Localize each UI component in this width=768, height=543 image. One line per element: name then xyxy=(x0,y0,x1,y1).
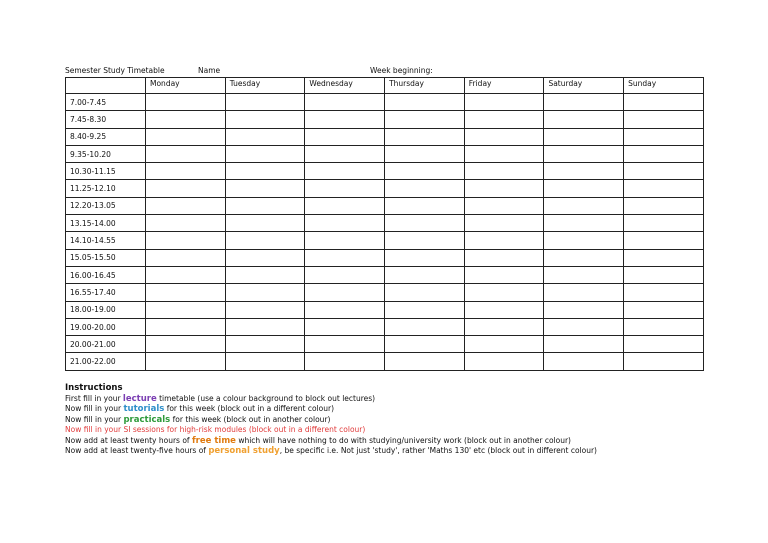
timetable-row xyxy=(66,128,704,145)
cell-thursday[interactable] xyxy=(385,145,465,162)
cell-tuesday[interactable] xyxy=(225,249,305,266)
cell-wednesday[interactable] xyxy=(305,232,385,249)
cell-friday[interactable] xyxy=(464,180,544,197)
day-header-sunday: Sunday xyxy=(624,78,704,94)
week-beginning-label: Week beginning: xyxy=(370,66,433,75)
cell-wednesday[interactable] xyxy=(305,163,385,180)
cell-tuesday[interactable] xyxy=(225,145,305,162)
cell-tuesday[interactable] xyxy=(225,111,305,128)
cell-monday[interactable] xyxy=(146,249,226,266)
cell-tuesday[interactable] xyxy=(225,128,305,145)
day-header-thursday: Thursday xyxy=(385,78,465,94)
cell-monday[interactable] xyxy=(146,197,226,214)
day-header-wednesday: Wednesday xyxy=(305,78,385,94)
cell-saturday[interactable] xyxy=(544,128,624,145)
cell-monday[interactable] xyxy=(146,284,226,301)
timetable-row xyxy=(66,145,704,162)
cell-saturday[interactable] xyxy=(544,94,624,111)
cell-wednesday[interactable] xyxy=(305,336,385,353)
time-slot-label: 9.35-10.20 xyxy=(66,145,146,162)
day-header-row xyxy=(66,78,704,94)
day-header-friday: Friday xyxy=(464,78,544,94)
time-slot-label: 15.05-15.50 xyxy=(66,249,146,266)
cell-thursday[interactable] xyxy=(385,266,465,283)
cell-tuesday[interactable] xyxy=(225,94,305,111)
timetable-row xyxy=(66,180,704,197)
instructions-section xyxy=(65,382,705,456)
keyword-practicals: practicals xyxy=(123,414,171,425)
instruction-text: for this week (block out in a different colour) xyxy=(164,404,335,414)
timetable-row xyxy=(66,301,704,318)
cell-saturday[interactable] xyxy=(544,163,624,180)
timetable-row xyxy=(66,318,704,335)
cell-wednesday[interactable] xyxy=(305,145,385,162)
timetable-row xyxy=(66,284,704,301)
time-slot-label: 10.30-11.15 xyxy=(66,163,146,180)
cell-wednesday[interactable] xyxy=(305,353,385,370)
cell-thursday[interactable] xyxy=(385,111,465,128)
time-slot-label: 8.40-9.25 xyxy=(66,128,146,145)
time-slot-label: 18.00-19.00 xyxy=(66,301,146,318)
cell-monday[interactable] xyxy=(146,266,226,283)
timetable-row xyxy=(66,163,704,180)
cell-monday[interactable] xyxy=(146,163,226,180)
cell-sunday[interactable] xyxy=(624,215,704,232)
cell-wednesday[interactable] xyxy=(305,197,385,214)
cell-sunday[interactable] xyxy=(624,353,704,370)
cell-thursday[interactable] xyxy=(385,353,465,370)
cell-tuesday[interactable] xyxy=(225,180,305,197)
timetable-row xyxy=(66,249,704,266)
cell-monday[interactable] xyxy=(146,111,226,128)
timetable-row xyxy=(66,94,704,111)
cell-monday[interactable] xyxy=(146,128,226,145)
cell-tuesday[interactable] xyxy=(225,215,305,232)
keyword-lecture: lecture xyxy=(122,394,157,404)
cell-sunday[interactable] xyxy=(624,111,704,128)
cell-friday[interactable] xyxy=(464,353,544,370)
cell-wednesday[interactable] xyxy=(305,128,385,145)
cell-wednesday[interactable] xyxy=(305,301,385,318)
cell-tuesday[interactable] xyxy=(225,301,305,318)
cell-wednesday[interactable] xyxy=(305,180,385,197)
cell-saturday[interactable] xyxy=(544,318,624,335)
cell-monday[interactable] xyxy=(146,353,226,370)
instruction-text: Now add at least twenty-five hours of xyxy=(65,446,209,456)
cell-saturday[interactable] xyxy=(544,145,624,162)
cell-saturday[interactable] xyxy=(544,266,624,283)
time-slot-label: 12.20-13.05 xyxy=(66,197,146,214)
cell-saturday[interactable] xyxy=(544,111,624,128)
cell-monday[interactable] xyxy=(146,215,226,232)
instructions-title: Instructions xyxy=(65,383,123,393)
cell-thursday[interactable] xyxy=(385,197,465,214)
cell-friday[interactable] xyxy=(464,215,544,232)
cell-thursday[interactable] xyxy=(385,128,465,145)
cell-saturday[interactable] xyxy=(544,301,624,318)
cell-sunday[interactable] xyxy=(624,180,704,197)
cell-saturday[interactable] xyxy=(544,197,624,214)
instruction-text: which will have nothing to do with studying/university work (block out in another colour) xyxy=(235,435,571,445)
cell-sunday[interactable] xyxy=(624,163,704,180)
day-header-saturday: Saturday xyxy=(544,78,624,94)
cell-saturday[interactable] xyxy=(544,180,624,197)
cell-tuesday[interactable] xyxy=(225,197,305,214)
day-header-tuesday: Tuesday xyxy=(225,78,305,94)
cell-thursday[interactable] xyxy=(385,232,465,249)
time-slot-label: 7.45-8.30 xyxy=(66,111,146,128)
cell-tuesday[interactable] xyxy=(225,284,305,301)
cell-tuesday[interactable] xyxy=(225,163,305,180)
cell-friday[interactable] xyxy=(464,318,544,335)
cell-tuesday[interactable] xyxy=(225,318,305,335)
cell-wednesday[interactable] xyxy=(305,266,385,283)
time-slot-label: 13.15-14.00 xyxy=(66,215,146,232)
cell-wednesday[interactable] xyxy=(305,94,385,111)
instruction-free-time xyxy=(65,436,705,446)
cell-friday[interactable] xyxy=(464,301,544,318)
time-slot-label: 16.55-17.40 xyxy=(66,284,146,301)
time-slot-label: 7.00-7.45 xyxy=(66,94,146,111)
time-slot-label: 20.00-21.00 xyxy=(66,336,146,353)
instruction-practicals xyxy=(65,415,705,425)
time-slot-label: 19.00-20.00 xyxy=(66,318,146,335)
instruction-text: for this week (block out in another colour) xyxy=(170,414,331,424)
cell-wednesday[interactable] xyxy=(305,111,385,128)
cell-wednesday[interactable] xyxy=(305,284,385,301)
cell-monday[interactable] xyxy=(146,94,226,111)
instruction-text: First fill in your xyxy=(65,394,123,403)
timetable-row xyxy=(66,215,704,232)
cell-sunday[interactable] xyxy=(624,284,704,301)
instruction-lecture xyxy=(65,394,705,404)
instruction-personal-study xyxy=(65,446,705,456)
cell-thursday[interactable] xyxy=(385,180,465,197)
cell-tuesday[interactable] xyxy=(225,353,305,370)
cell-tuesday[interactable] xyxy=(225,336,305,353)
cell-wednesday[interactable] xyxy=(305,249,385,266)
cell-friday[interactable] xyxy=(464,145,544,162)
cell-tuesday[interactable] xyxy=(225,232,305,249)
cell-wednesday[interactable] xyxy=(305,215,385,232)
cell-thursday[interactable] xyxy=(385,336,465,353)
cell-friday[interactable] xyxy=(464,284,544,301)
instruction-text: Now add at least twenty hours of xyxy=(65,435,192,445)
instruction-text: , be specific i.e. Not just 'study', rather 'Maths 130' etc (block out in different colour) xyxy=(279,446,597,456)
cell-friday[interactable] xyxy=(464,128,544,145)
cell-friday[interactable] xyxy=(464,197,544,214)
cell-saturday[interactable] xyxy=(544,284,624,301)
cell-sunday[interactable] xyxy=(624,145,704,162)
cell-wednesday[interactable] xyxy=(305,318,385,335)
keyword-free-time: free time xyxy=(191,435,236,446)
cell-sunday[interactable] xyxy=(624,128,704,145)
day-header-monday: Monday xyxy=(146,78,226,94)
cell-tuesday[interactable] xyxy=(225,266,305,283)
cell-friday[interactable] xyxy=(464,163,544,180)
timetable-row xyxy=(66,232,704,249)
cell-thursday[interactable] xyxy=(385,94,465,111)
cell-friday[interactable] xyxy=(464,249,544,266)
cell-sunday[interactable] xyxy=(624,94,704,111)
timetable-row xyxy=(66,197,704,214)
cell-sunday[interactable] xyxy=(624,318,704,335)
instruction-text: timetable (use a colour background to block out lectures) xyxy=(156,394,376,403)
cell-sunday[interactable] xyxy=(624,249,704,266)
cell-sunday[interactable] xyxy=(624,336,704,353)
cell-saturday[interactable] xyxy=(544,215,624,232)
instruction-si-sessions: Now fill in your SI sessions for high-risk modules (block out in a different colour) xyxy=(65,425,366,435)
time-slot-label: 11.25-12.10 xyxy=(66,180,146,197)
time-slot-label: 14.10-14.55 xyxy=(66,232,146,249)
timetable-row xyxy=(66,353,704,370)
keyword-tutorials: tutorials xyxy=(123,404,165,415)
cell-monday[interactable] xyxy=(146,145,226,162)
cell-friday[interactable] xyxy=(464,232,544,249)
instruction-text: Now fill in your xyxy=(65,404,124,414)
cell-thursday[interactable] xyxy=(385,318,465,335)
time-slot-label: 16.00-16.45 xyxy=(66,266,146,283)
cell-friday[interactable] xyxy=(464,266,544,283)
cell-thursday[interactable] xyxy=(385,163,465,180)
instruction-tutorials xyxy=(65,404,705,414)
instruction-text: Now fill in your xyxy=(65,414,124,424)
cell-thursday[interactable] xyxy=(385,284,465,301)
cell-monday[interactable] xyxy=(146,336,226,353)
cell-thursday[interactable] xyxy=(385,301,465,318)
timetable-row xyxy=(66,266,704,283)
cell-saturday[interactable] xyxy=(544,336,624,353)
cell-friday[interactable] xyxy=(464,94,544,111)
keyword-personal-study: personal study xyxy=(208,446,280,457)
cell-friday[interactable] xyxy=(464,111,544,128)
cell-monday[interactable] xyxy=(146,180,226,197)
name-label: Name xyxy=(198,66,221,75)
corner-cell xyxy=(66,78,146,94)
cell-sunday[interactable] xyxy=(624,232,704,249)
cell-sunday[interactable] xyxy=(624,301,704,318)
cell-monday[interactable] xyxy=(146,232,226,249)
cell-sunday[interactable] xyxy=(624,266,704,283)
cell-monday[interactable] xyxy=(146,318,226,335)
timetable-row xyxy=(66,336,704,353)
cell-sunday[interactable] xyxy=(624,197,704,214)
cell-saturday[interactable] xyxy=(544,353,624,370)
cell-saturday[interactable] xyxy=(544,232,624,249)
cell-friday[interactable] xyxy=(464,336,544,353)
timetable-row xyxy=(66,111,704,128)
cell-thursday[interactable] xyxy=(385,215,465,232)
cell-monday[interactable] xyxy=(146,301,226,318)
page-title: Semester Study Timetable xyxy=(65,66,165,75)
time-slot-label: 21.00-22.00 xyxy=(66,353,146,370)
cell-saturday[interactable] xyxy=(544,249,624,266)
cell-thursday[interactable] xyxy=(385,249,465,266)
timetable-grid xyxy=(65,77,704,371)
